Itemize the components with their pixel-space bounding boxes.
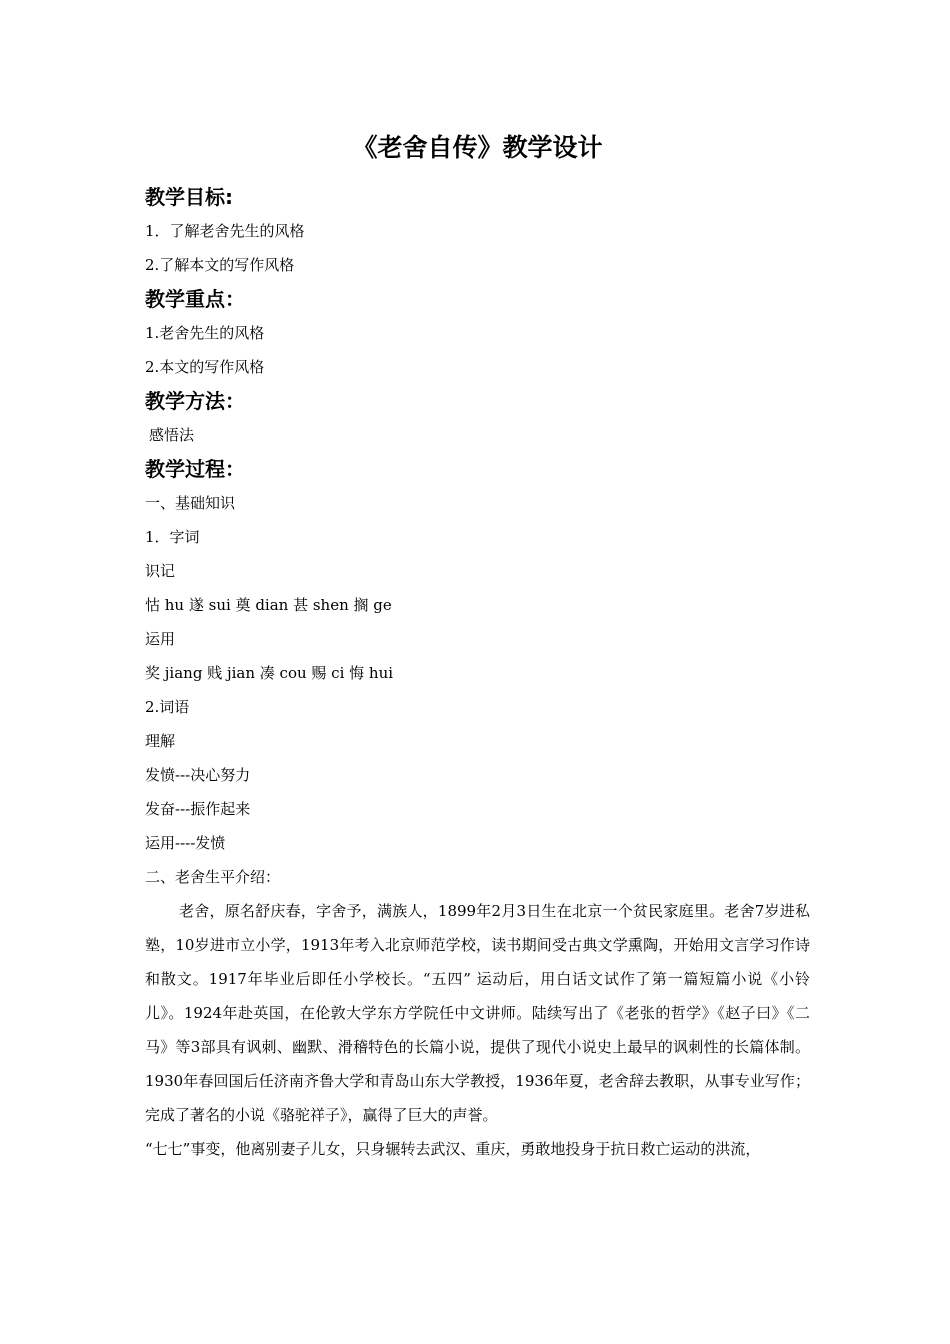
document-title: 《老舍自传》教学设计: [352, 133, 603, 162]
objective-item: 1．了解老舍先生的风格: [145, 222, 305, 240]
key-points-heading: 教学重点：: [145, 287, 245, 311]
method-item: 感悟法: [149, 426, 195, 444]
process-line: 运用----发愤: [145, 834, 226, 852]
process-heading: 教学过程：: [145, 457, 245, 481]
objective-item: 2.了解本文的写作风格: [145, 256, 295, 274]
process-line: 发愤---决心努力: [145, 766, 251, 784]
objectives-heading: 教学目标:: [145, 185, 233, 209]
process-line: 一、基础知识: [145, 494, 236, 512]
biography-paragraph-continued: “七七”事变，他离别妻子儿女，只身辗转去武汉、重庆，勇敢地投身于抗日救亡运动的洪流，: [145, 1140, 761, 1158]
process-line: 识记: [145, 562, 176, 580]
methods-heading: 教学方法：: [145, 389, 245, 413]
process-line: 1．字词: [145, 528, 200, 546]
key-point-item: 2.本文的写作风格: [145, 358, 265, 376]
process-line: 发奋---振作起来: [145, 800, 251, 818]
process-line: 理解: [145, 732, 176, 750]
process-line: 怙 hu 遂 sui 奠 dian 甚 shen 搁 ge: [145, 596, 392, 614]
process-line: 2.词语: [145, 698, 190, 716]
process-line: 运用: [145, 630, 176, 648]
key-point-item: 1.老舍先生的风格: [145, 324, 265, 342]
process-line: 奖 jiang 贱 jian 凑 cou 赐 ci 悔 hui: [145, 664, 394, 682]
document-body: [145, 128, 810, 1166]
biography-paragraph: 老舍，原名舒庆春，字舍予，满族人，1899年2月3日生在北京一个贫民家庭里。老舍7岁进私塾，10岁进市立小学，1913年考入北京师范学校，读书期间受古典文学熏陶，开始用文言学习作诗和散文。1917年毕业后即任小学校长。“五四” 运动后，用白话文试作了第一篇短篇小说《小铃儿》。1924年赴英国，在伦敦大学东方学院任中文讲师。陆续写出了《老张的哲学》《赵子曰》《二马》等3部具有讽刺、幽默、滑稽特色的长篇小说，提供了现代小说史上最早的讽刺性的长篇体制。1930年春回国后任济南齐鲁大学和青岛山东大学教授，1936年夏，老舍辞去教职，从事专业写作；完成了著名的小说《骆驼祥子》，赢得了巨大的声誉。: [145, 902, 810, 1124]
process-line: 二、老舍生平介绍：: [145, 868, 281, 886]
